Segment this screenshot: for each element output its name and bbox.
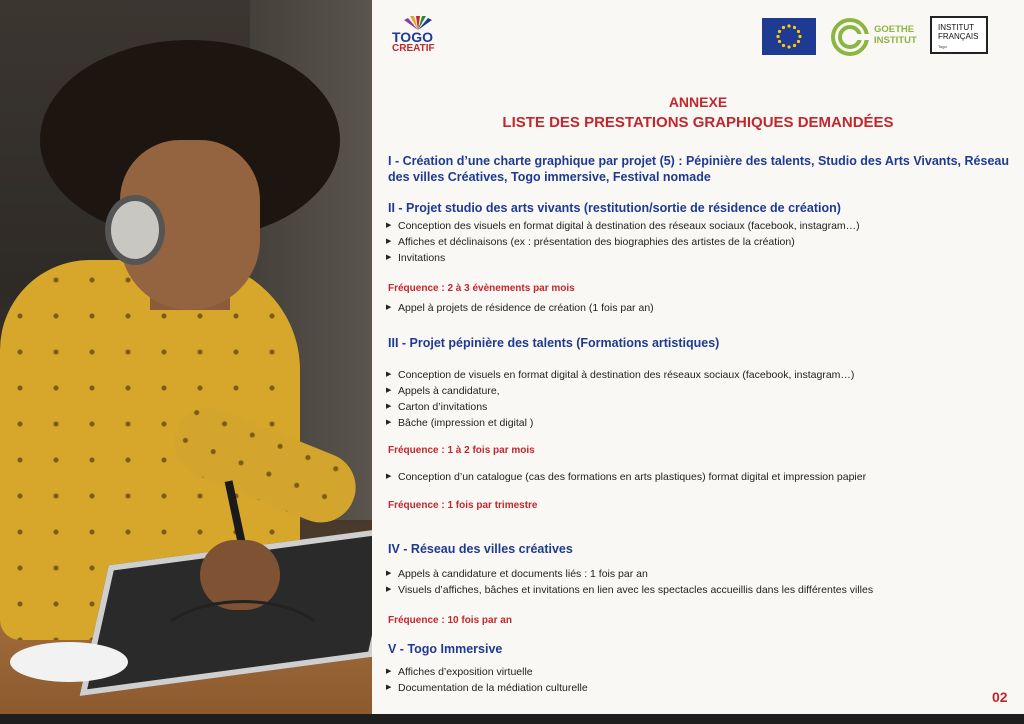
list-item: ▶ Affiches d’exposition virtuelle [386, 666, 533, 678]
list-item: ▶ Appel à projets de résidence de création (1 fois par an) [386, 302, 654, 314]
bullet-triangle-icon: ▶ [386, 419, 392, 426]
goethe-institut-logo [830, 15, 930, 59]
list-item: ▶ Carton d’invitations [386, 401, 488, 413]
goethe-logo-text-2: INSTITUT [874, 35, 917, 46]
bullet-triangle-icon: ▶ [386, 387, 392, 394]
goethe-swirl-icon [830, 17, 870, 57]
document-panel [372, 0, 1024, 714]
if-logo-text-3: Togo [938, 44, 947, 49]
bullet-triangle-icon: ▶ [386, 586, 392, 593]
bullet-triangle-icon: ▶ [386, 668, 392, 675]
list-item: ▶ Appels à candidature et documents liés : 1 fois par an [386, 568, 648, 580]
mouse-device [10, 642, 128, 682]
section-5-heading: V - Togo Immersive [388, 642, 503, 656]
section-2-list-2 [386, 300, 1006, 316]
bullet-triangle-icon: ▶ [386, 570, 392, 577]
list-item: ▶ Visuels d’affiches, bâches et invitations en lien avec les spectacles accueillis dans les différentes villes [386, 584, 874, 596]
page-number: 02 [992, 689, 1008, 705]
section-4-heading: IV - Réseau des villes créatives [388, 542, 573, 556]
section-4-list [386, 566, 1006, 598]
creatif-logo-text: CREATIF [392, 43, 435, 54]
bullet-triangle-icon: ▶ [386, 254, 392, 261]
if-logo-text-1: INSTITUT [938, 23, 974, 32]
eu-flag-logo [762, 18, 816, 55]
list-item: ▶ Bâche (impression et digital ) [386, 417, 534, 429]
document-title: ANNEXE [668, 94, 728, 110]
bullet-triangle-icon: ▶ [386, 238, 392, 245]
bottom-strip [0, 714, 1024, 724]
bullet-triangle-icon: ▶ [386, 473, 392, 480]
section-5-list [386, 664, 1006, 696]
bullet-triangle-icon: ▶ [386, 222, 392, 229]
section-3-frequency-2: Fréquence : 1 fois par trimestre [388, 500, 538, 511]
list-item: ▶ Invitations [386, 252, 446, 264]
bullet-triangle-icon: ▶ [386, 684, 392, 691]
section-1-heading: I - Création d’une charte graphique par projet (5) : Pépinière des talents, Studio des Arts Vivants, Réseau des villes Créatives, Togo immersive, Festival nomade [388, 154, 1009, 184]
togo-logo-text: TOGO [392, 29, 433, 45]
bullet-triangle-icon: ▶ [386, 371, 392, 378]
list-item: ▶ Appels à candidature, [386, 385, 500, 397]
bullet-triangle-icon: ▶ [386, 304, 392, 311]
list-item: ▶ Conception des visuels en format digital à destination des réseaux sociaux (facebook, instagram…) [386, 220, 860, 232]
headphones-icon [105, 195, 165, 265]
eu-stars-icon [762, 18, 816, 55]
sunburst-icon [402, 16, 434, 30]
section-2-list [386, 218, 1006, 266]
list-item: ▶ Conception de visuels en format digital à destination des réseaux sociaux (facebook, instagram…) [386, 369, 855, 381]
section-2-frequency: Fréquence : 2 à 3 évènements par mois [388, 283, 575, 294]
list-item: ▶ Affiches et déclinaisons (ex : présentation des biographies des artistes de la création) [386, 236, 795, 248]
bullet-triangle-icon: ▶ [386, 403, 392, 410]
section-3-list-2 [386, 469, 1006, 485]
section-3-list [386, 367, 1006, 431]
togo-creatif-logo [388, 16, 448, 56]
section-4-frequency: Fréquence : 10 fois par an [388, 615, 512, 626]
hero-photo-designer [0, 0, 372, 714]
document-subtitle: LISTE DES PRESTATIONS GRAPHIQUES DEMANDÉES [502, 114, 894, 131]
if-logo-text-2: FRANÇAIS [938, 32, 979, 41]
list-item: ▶ Conception d’un catalogue (cas des formations en arts plastiques) format digital et impression papier [386, 471, 867, 483]
section-3-heading: III - Projet pépinière des talents (Formations artistiques) [388, 336, 720, 350]
goethe-logo-text-1: GOETHE [874, 24, 915, 35]
institut-francais-logo [930, 16, 988, 54]
list-item: ▶ Documentation de la médiation culturelle [386, 682, 588, 694]
section-3-frequency: Fréquence : 1 à 2 fois par mois [388, 445, 535, 456]
cable [150, 600, 336, 706]
section-2-heading: II - Projet studio des arts vivants (restitution/sortie de résidence de création) [388, 201, 841, 215]
